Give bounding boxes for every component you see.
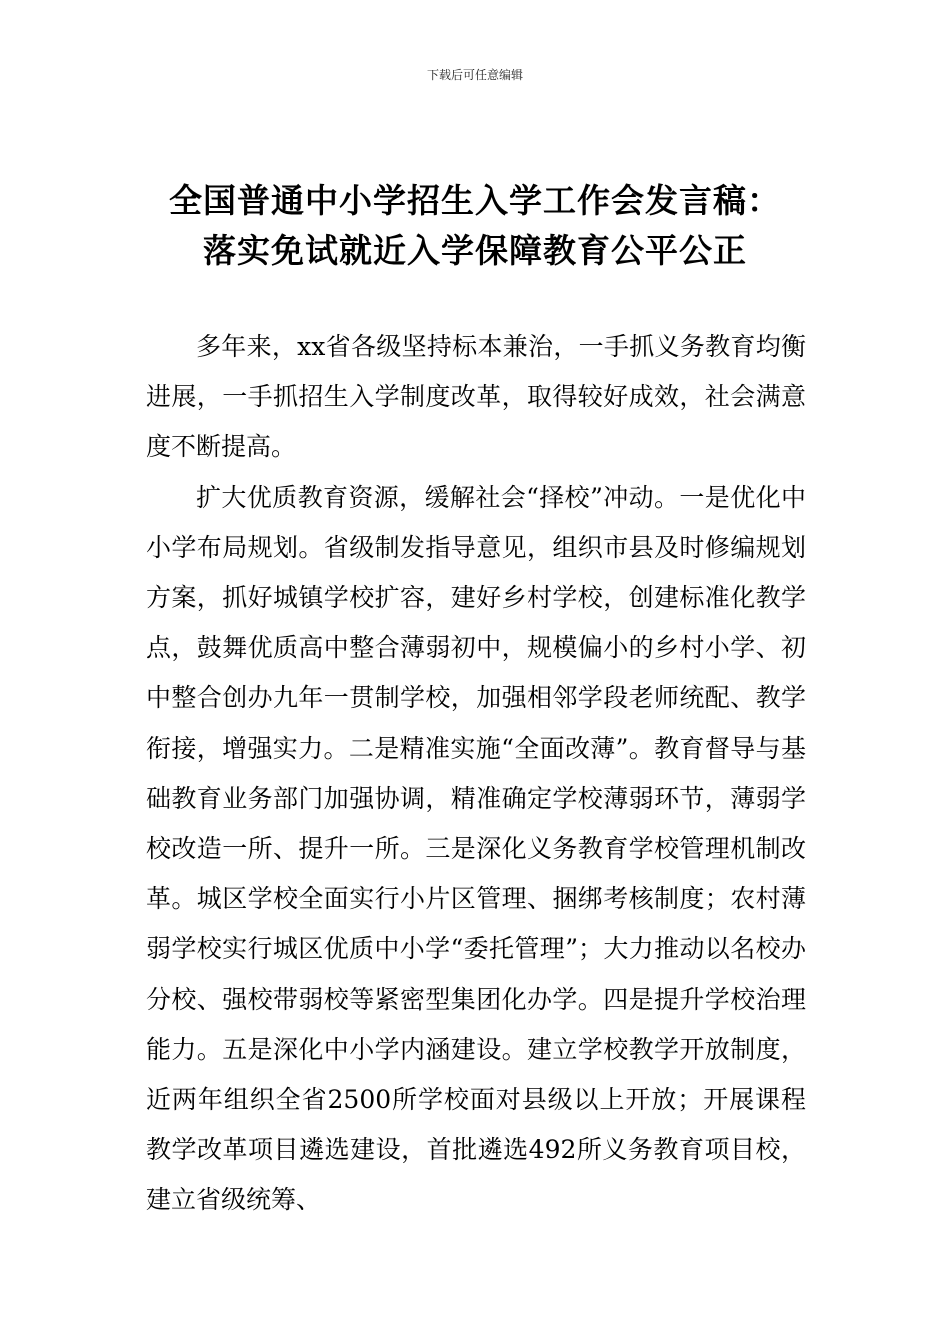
page-header-note: 下载后可任意编辑	[426, 68, 523, 82]
document-title-line-1: 全国普通中小学招生入学工作会发言稿：	[169, 181, 781, 220]
document-body	[146, 322, 806, 1226]
paragraph-1: 多年来，xx省各级坚持标本兼治，一手抓义务教育均衡进展，一手抓招生入学制度改革，取得较好成效，社会满意度不断提高。	[146, 332, 806, 462]
document-title	[0, 176, 950, 276]
paragraph-2: 扩大优质教育资源，缓解社会“择校”冲动。一是优化中小学布局规划。省级制发指导意见，组织市县及时修编规划方案，抓好城镇学校扩容，建好乡村学校，创建标准化教学点，鼓舞优质高中整合薄弱初中，规模偏小的乡村小学、初中整合创办九年一贯制学校，加强相邻学段老师统配、教学衔接，增强实力。二是精准实施“全面改薄”。教育督导与基础教育业务部门加强协调，精准确定学校薄弱环节，薄弱学校改造一所、提升一所。三是深化义务教育学校管理机制改革。城区学校全面实行小片区管理、捆绑考核制度；农村薄弱学校实行城区优质中小学“委托管理”；大力推动以名校办分校、强校带弱校等紧密型集团化办学。四是提升学校治理能力。五是深化中小学内涵建设。建立学校教学开放制度，近两年组织全省2500所学校面对县级以上开放；开展课程教学改革项目遴选建设，首批遴选492所义务教育项目校，建立省级统筹、	[146, 482, 806, 1215]
document-title-line-2: 落实免试就近入学保障教育公平公正	[203, 231, 747, 270]
